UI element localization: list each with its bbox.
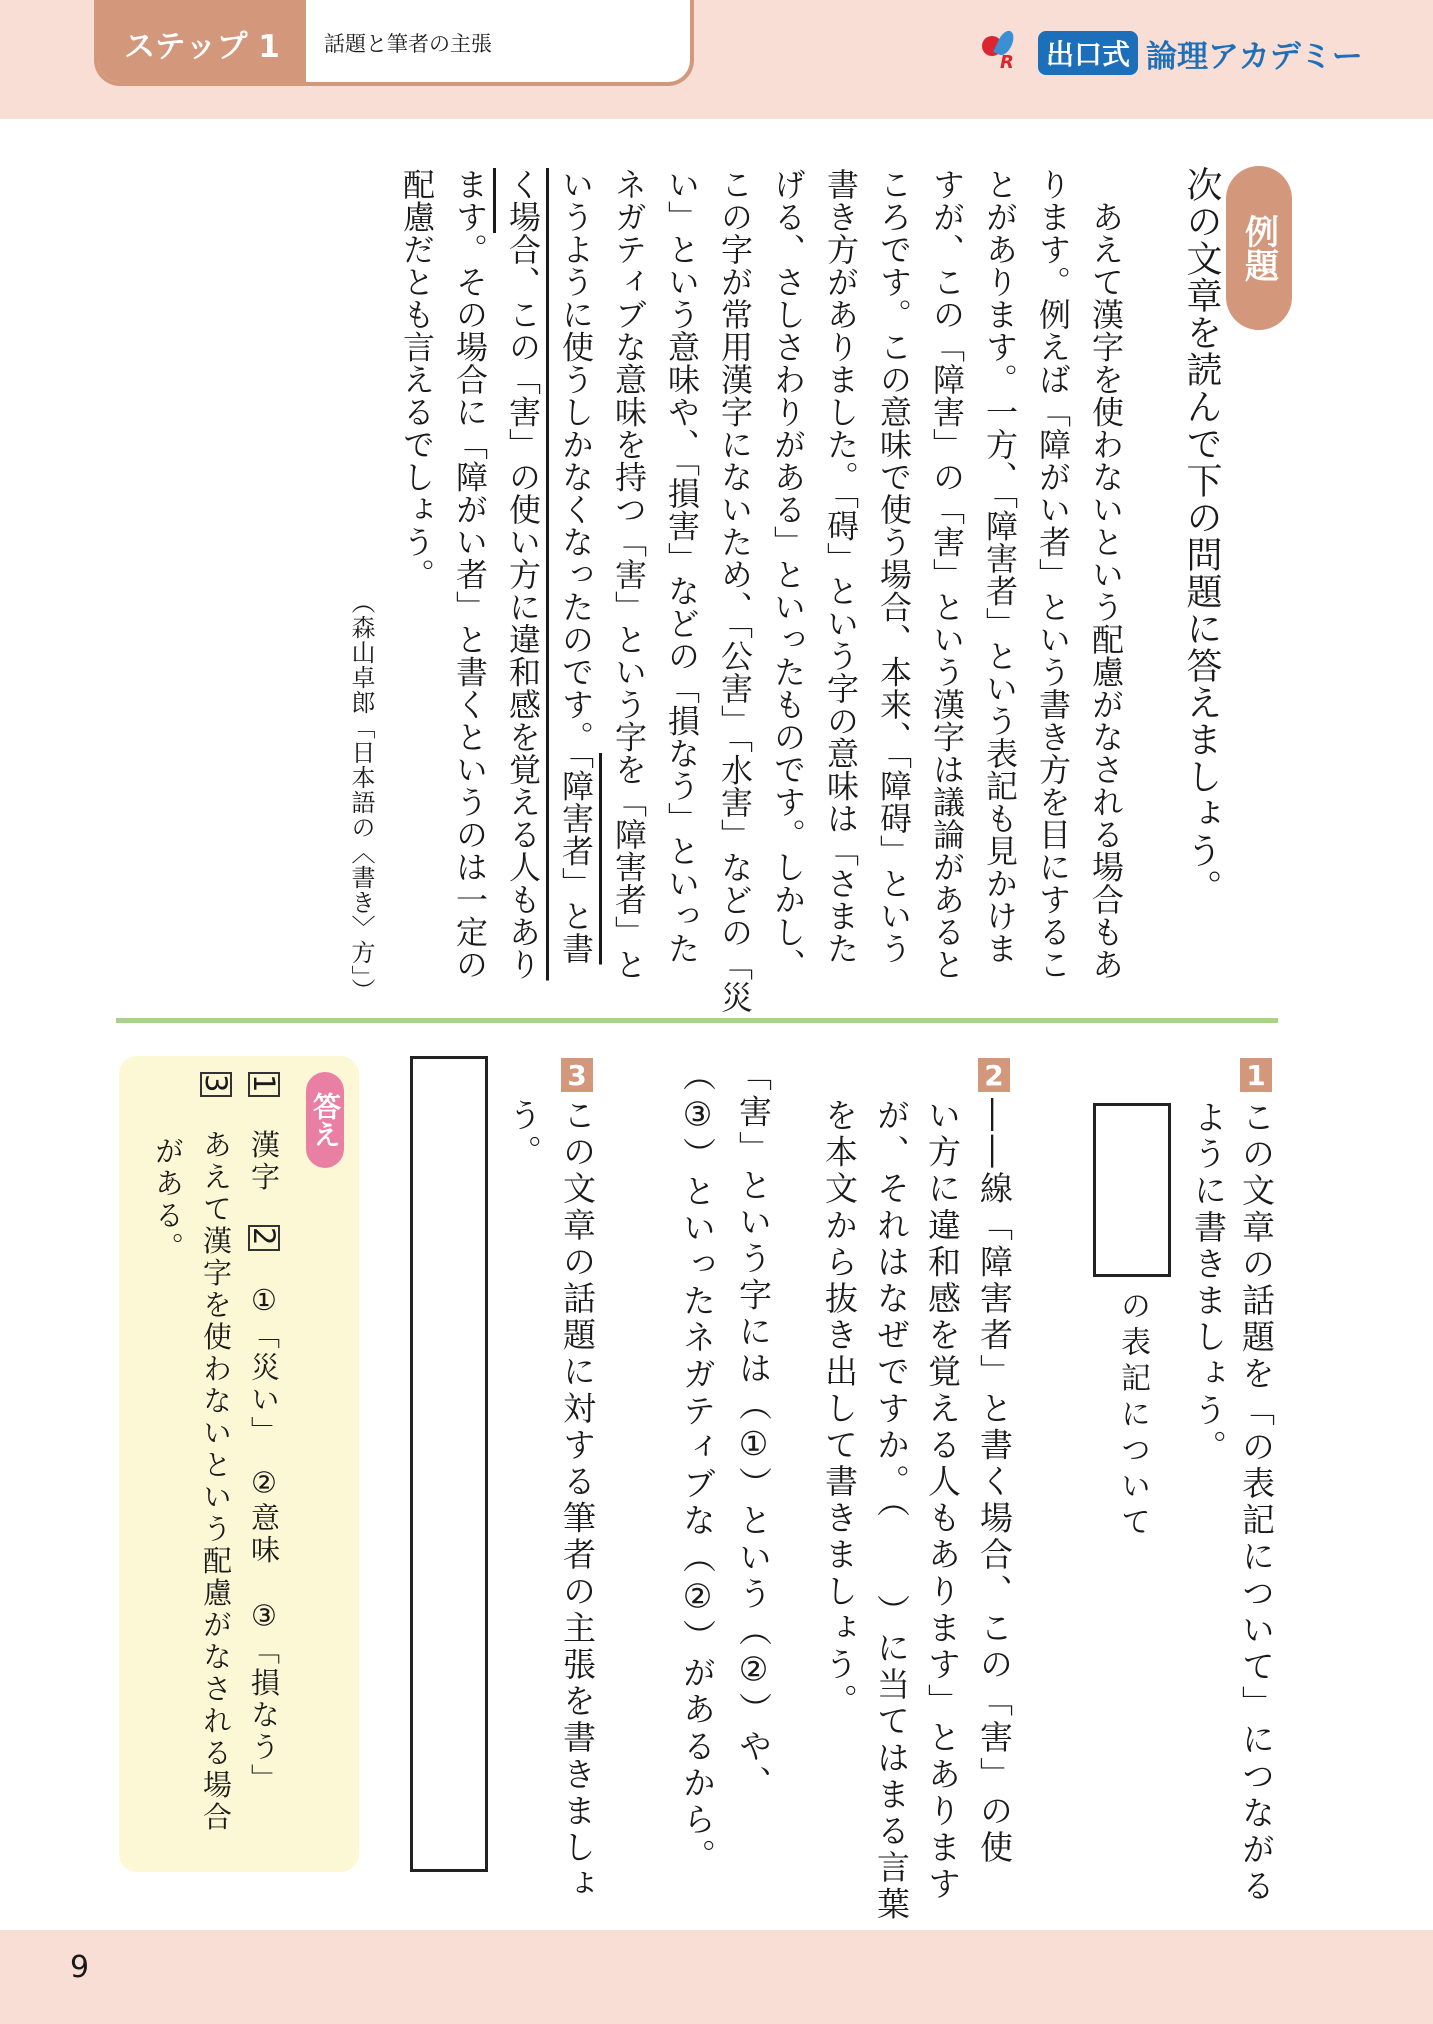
passage-text: とがあります。一方、「障害者」という表記も見かけま bbox=[981, 168, 1019, 965]
passage-line bbox=[768, 168, 808, 981]
passage-line bbox=[609, 168, 649, 981]
passage-line bbox=[1086, 168, 1126, 981]
question-2-text: を本文から抜き出して書きましょう。 bbox=[820, 1098, 859, 1721]
passage-line bbox=[980, 168, 1020, 965]
passage-text: すが、この「障害」の「害」という漢字は議論があると bbox=[928, 168, 966, 981]
passage-line bbox=[715, 168, 755, 1014]
example-badge: 例題 bbox=[1226, 166, 1292, 330]
passage-text: 配慮だとも言えるでしょう。 bbox=[398, 168, 436, 591]
answer-text: あえて漢字を使わないという配慮がなされる場合 bbox=[199, 1097, 233, 1834]
passage-text: ります。例えば「障がい者」という書き方を目にするこ bbox=[1034, 168, 1072, 981]
section-title: 話題と筆者の主張 bbox=[324, 32, 492, 56]
passage-line bbox=[397, 168, 437, 591]
answer-number: 3 bbox=[199, 1074, 233, 1096]
question-3-badge: 3 bbox=[561, 1058, 593, 1092]
passage-line bbox=[503, 168, 543, 981]
logo-mark-letter: R bbox=[1000, 52, 1014, 73]
source-citation: （森山卓郎「日本語の〈書き〉方」） bbox=[347, 590, 375, 1003]
publisher-logo bbox=[982, 28, 1363, 78]
instruction-text: 次の文章を読んで下の問題に答えましょう。 bbox=[1181, 166, 1222, 906]
passage-line bbox=[821, 168, 861, 965]
passage-line bbox=[927, 168, 967, 981]
question-1-text: ように書きましょう。 bbox=[1189, 1100, 1228, 1466]
question-1-answer-box[interactable] bbox=[1093, 1103, 1171, 1277]
logo-mark-icon bbox=[982, 30, 1030, 76]
page-footer bbox=[0, 1930, 1433, 2024]
answer-line bbox=[150, 1072, 186, 1264]
question-1-text: この文章の話題を「の表記について」につながる bbox=[1237, 1100, 1276, 1906]
question-2-fill-text: 「害」という字には（①）という（②）や、 bbox=[734, 1058, 773, 1802]
question-3-answer-box[interactable] bbox=[410, 1056, 488, 1872]
passage-text: げる、さしさわりがある」といったものです。しかし、 bbox=[769, 168, 807, 981]
answer-number: 1 bbox=[247, 1074, 281, 1096]
passage-text: い」という意味や、「損害」などの「損なう」といった bbox=[663, 168, 701, 965]
passage-text: いうように使うしかなくなったのです。 bbox=[557, 168, 595, 753]
answer-number: 2 bbox=[247, 1227, 281, 1249]
answer-text: ①「災い」 ②意味 ③「損なう」 bbox=[247, 1250, 281, 1796]
passage-line bbox=[1033, 168, 1073, 981]
passage-text: 。その場合に「障がい者」と書くというのは一定の bbox=[451, 233, 489, 981]
underlined-text: 「障害者」と書 bbox=[557, 753, 595, 965]
logo-box: 出口式 bbox=[1038, 31, 1138, 75]
question-2-badge: 2 bbox=[978, 1058, 1010, 1092]
step-label: ステップ 1 bbox=[98, 0, 306, 82]
section-divider bbox=[116, 1018, 1278, 1023]
page-number: 9 bbox=[70, 1950, 90, 1985]
underlined-text: ます bbox=[451, 168, 489, 233]
question-2-text: が、それはなぜですか。（ ）に当てはまる言葉 bbox=[872, 1098, 911, 1924]
question-2-fill-text: （③）といったネガティブな（②）があるから。 bbox=[678, 1058, 717, 1876]
passage-text: この字が常用漢字にないため、「公害」「水害」などの「災 bbox=[716, 168, 754, 1014]
passage-line bbox=[556, 168, 596, 965]
answer-text: 漢字 bbox=[247, 1097, 281, 1226]
passage-text: ころです。この意味で使う場合、本来、「障碍」という bbox=[875, 168, 913, 965]
passage-line bbox=[662, 168, 702, 965]
passage-text: ネガティブな意味を持つ「害」という字を「障害者」と bbox=[610, 168, 648, 981]
question-3-text: この文章の話題に対する筆者の主張を書きましょ bbox=[558, 1098, 597, 1904]
question-1-suffix: の表記について bbox=[1115, 1290, 1150, 1542]
answer-badge: 答え bbox=[306, 1072, 344, 1168]
passage-line bbox=[874, 168, 914, 965]
question-2-text: い方に違和感を覚える人もあります」とあります bbox=[923, 1098, 962, 1904]
underlined-text: く場合、この「害」の使い方に違和感を覚える人もあり bbox=[504, 168, 542, 981]
answer-text: がある。 bbox=[151, 1072, 185, 1264]
passage-line bbox=[450, 168, 490, 981]
question-3-text: う。 bbox=[504, 1098, 543, 1172]
passage-text: 書き方がありました。「碍」という字の意味は「さまた bbox=[822, 168, 860, 965]
question-1-badge: 1 bbox=[1240, 1058, 1272, 1092]
answer-line bbox=[246, 1072, 282, 1795]
logo-text: 論理アカデミー bbox=[1146, 38, 1363, 75]
passage-text: あえて漢字を使わないという配慮がなされる場合もあ bbox=[1087, 168, 1125, 981]
step-tab bbox=[94, 0, 694, 86]
question-2-text: ――線「障害者」と書く場合、この「害」の使 bbox=[975, 1098, 1014, 1867]
answer-line bbox=[198, 1072, 234, 1833]
